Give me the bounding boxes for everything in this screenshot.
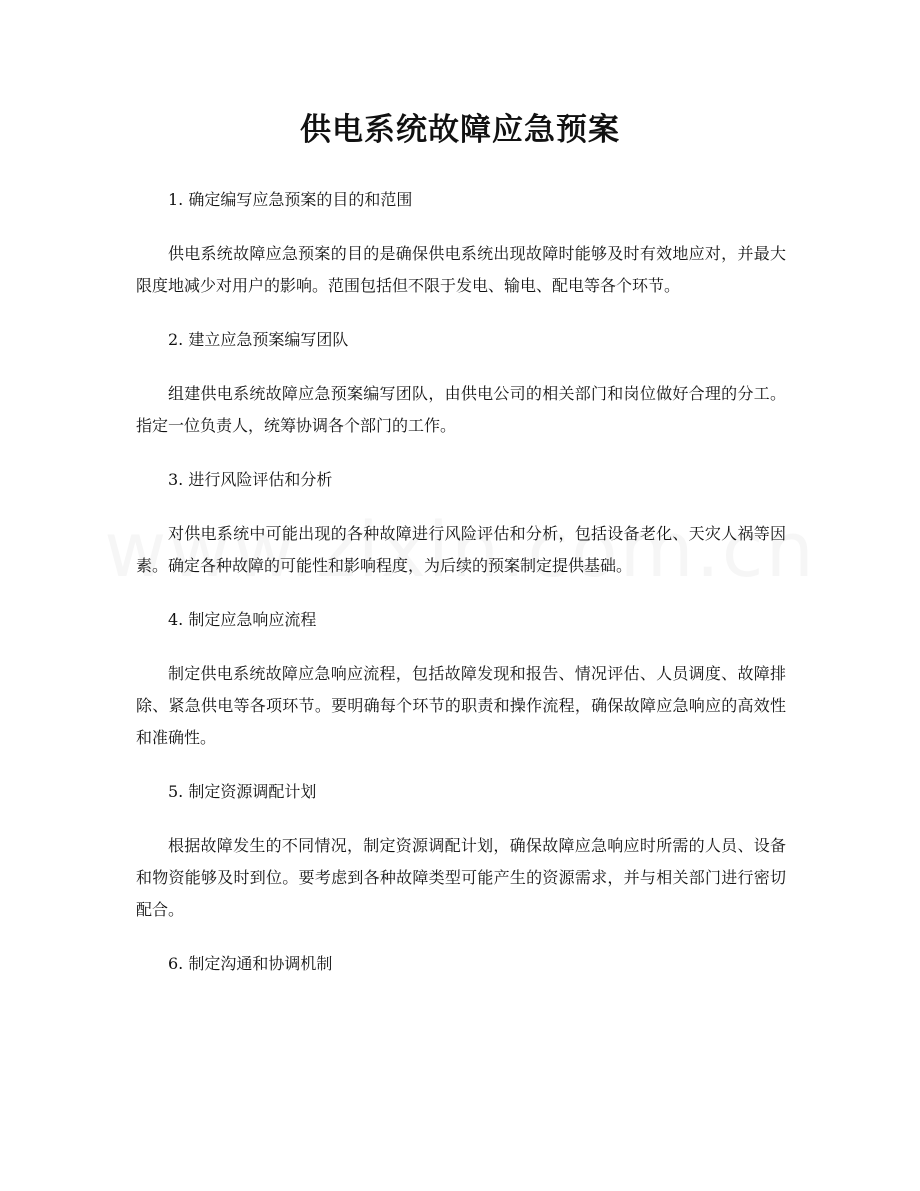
section-heading: 1. 确定编写应急预案的目的和范围: [168, 190, 413, 209]
section-paragraph: 根据故障发生的不同情况，制定资源调配计划，确保故障应急响应时所需的人员、设备和物资能够及时到位。要考虑到各种故障类型可能产生的资源需求，并与相关部门进行密切配合。: [136, 836, 786, 919]
document-title: 供电系统故障应急预案: [300, 112, 620, 148]
section-5: [136, 776, 786, 948]
section-paragraph: 对供电系统中可能出现的各种故障进行风险评估和分析，包括设备老化、天灾人祸等因素。确定各种故障的可能性和影响程度，为后续的预案制定提供基础。: [136, 524, 786, 575]
section-paragraph: 供电系统故障应急预案的目的是确保供电系统出现故障时能够及时有效地应对，并最大限度地减少对用户的影响。范围包括但不限于发电、输电、配电等各个环节。: [136, 244, 786, 295]
section-4: [136, 604, 786, 776]
section-2: [136, 324, 786, 464]
section-paragraph: 制定供电系统故障应急响应流程，包括故障发现和报告、情况评估、人员调度、故障排除、紧急供电等各项环节。要明确每个环节的职责和操作流程，确保故障应急响应的高效性和准确性。: [136, 664, 786, 747]
section-heading: 4. 制定应急响应流程: [168, 610, 317, 629]
section-heading: 2. 建立应急预案编写团队: [168, 330, 349, 349]
section-paragraph: 组建供电系统故障应急预案编写团队，由供电公司的相关部门和岗位做好合理的分工。指定一位负责人，统筹协调各个部门的工作。: [136, 384, 786, 435]
section-heading: 5. 制定资源调配计划: [168, 782, 317, 801]
section-3: [136, 464, 786, 604]
document-body: [136, 184, 786, 980]
section-6: [136, 948, 786, 980]
section-heading: 3. 进行风险评估和分析: [168, 470, 333, 489]
section-1: [136, 184, 786, 324]
section-heading: 6. 制定沟通和协调机制: [168, 954, 333, 973]
